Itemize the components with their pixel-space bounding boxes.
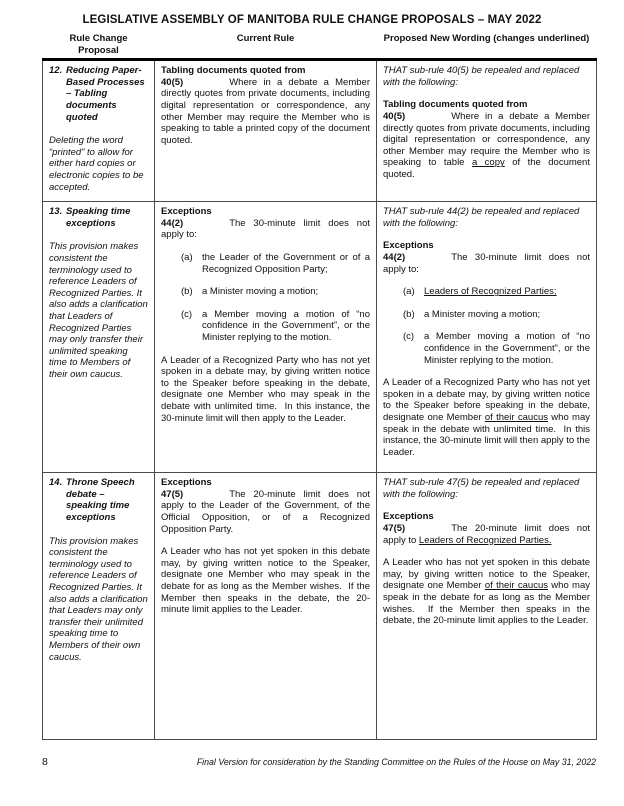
proposal-heading (49, 477, 148, 523)
proposal-cell-13 (43, 202, 155, 473)
rule-paragraph (161, 77, 370, 147)
footer-note: Final Version for consideration by the Standing Committee on the Rules of the House on May 31, 2022 (196, 757, 596, 768)
column-header-rule-change-proposal (43, 33, 155, 60)
proposal-number: 13. (49, 206, 63, 218)
current-rule-cell-13 (155, 202, 377, 473)
rule-body: A Leader who has not yet spoken in this debate may, by giving written notice to the Speaker, designate one Member (383, 557, 590, 592)
rule-paragraph (383, 377, 590, 458)
list-item-text: a Minister moving a motion; (202, 286, 319, 298)
list-item-text: a Member moving a motion of “no confidence in the Government”, or the Minister replying to the motion. (424, 331, 590, 366)
rule-paragraph (383, 557, 590, 627)
intro-text: THAT sub-rule 40(5) be repealed and replaced with the following: (383, 65, 580, 88)
list-item-text: a Minister moving a motion; (424, 308, 541, 320)
rule-body: who may speak in the debate with unlimited time. In this instance, the 30-minute limit will then apply to the Leader. (383, 411, 590, 458)
underlined-change: of their caucus (484, 411, 548, 423)
rule-number: 47(5) (161, 488, 184, 500)
rule-paragraph (383, 111, 590, 181)
list-item-text: the Leader of the Government or of a Recognized Opposition Party; (202, 251, 370, 275)
rule-heading: Exceptions (161, 477, 212, 489)
rule-number: 40(5) (383, 110, 406, 122)
header-label: Rule Change Proposal (69, 33, 128, 56)
list-item-label: (c) (403, 331, 415, 343)
underlined-change: of their caucus (484, 580, 548, 592)
header-label: Proposed New Wording (changes underlined) (383, 33, 590, 44)
list-item (403, 331, 590, 366)
rule-body: The 20-minute limit does not apply to the Leader of the Government, of the Official Opposition, or of a Recognized Opposition Party. (161, 488, 370, 535)
proposal-heading (49, 206, 148, 229)
rule-number: 40(5) (161, 76, 184, 88)
table-row-12 (43, 60, 597, 202)
underlined-change: a copy (471, 157, 505, 169)
proposal-note: This provision makes consistent the terminology used to reference Leaders of Recognized Parties. It also adds a clarification that Leaders of Recognized Parties may only transfer their unlimited speaking time to Members of their own caucus. (49, 241, 148, 380)
rule-paragraph: A Leader of a Recognized Party who has not yet spoken in a debate may, by giving written notice to the Speaker before speaking in the debate, designate one Member who may speak in the debate with unlimited time. In this instance, the 30-minute limit will then apply to the Leader. (161, 354, 370, 424)
rule-number: 44(2) (161, 217, 184, 229)
list-item (181, 309, 370, 344)
list-item-label: (b) (403, 308, 415, 320)
column-header-current-rule (155, 33, 377, 60)
list-item-label: (b) (181, 286, 193, 298)
header-label: Current Rule (236, 33, 295, 44)
list-item-label: (a) (403, 286, 415, 298)
rule-body: of the document quoted. (383, 157, 590, 180)
page-title: LEGISLATIVE ASSEMBLY OF MANITOBA RULE CHANGE PROPOSALS – MAY 2022 (82, 14, 542, 26)
page-number: 8 (42, 756, 48, 769)
list-item-label: (a) (181, 251, 193, 263)
intro-text: THAT sub-rule 47(5) be repealed and replaced with the following: (383, 477, 580, 500)
proposal-title: Reducing Paper-Based Processes – Tabling documents quoted (66, 65, 145, 123)
rule-body: The 30-minute limit does not apply to: (383, 251, 590, 275)
rule-body: Where in a debate a Member directly quotes from private documents, including digital representation or correspondence, any other Member may require the Member who is speaking to table (383, 110, 590, 169)
list-item (181, 252, 370, 275)
rule-paragraph: A Leader who has not yet spoken in this debate may, by giving written notice to the Speaker, designate one Member who may speak in the debate for as long as the Member wishes. If the Member then speaks in the debate, the 20-minute limit applies to the Leader. (161, 546, 370, 616)
column-header-proposed-new-wording (377, 33, 597, 60)
list-item-text (424, 286, 590, 298)
current-rule-cell-14 (155, 473, 377, 740)
rule-heading: Exceptions (383, 240, 434, 252)
rule-paragraph (161, 218, 370, 241)
rule-change-table (42, 33, 597, 740)
proposal-title: Throne Speech debate – speaking time exceptions (66, 477, 135, 523)
intro-text: THAT sub-rule 44(2) be repealed and replaced with the following: (383, 206, 580, 229)
header-row (43, 33, 597, 60)
rule-paragraph (161, 489, 370, 535)
exception-list (403, 286, 590, 366)
current-rule-cell-12 (155, 60, 377, 202)
rule-number: 47(5) (383, 522, 406, 534)
rule-body: Where in a debate a Member directly quotes from private documents, including digital representation or correspondence, any other Member may require the Member who is speaking to table a printed copy of the document quoted. (161, 76, 370, 146)
rule-paragraph (383, 523, 590, 546)
rule-body: A Leader of a Recognized Party who has not yet spoken in a debate may, by giving written notice to the Speaker before speaking in the debate, designate one Member (383, 377, 590, 423)
proposal-note: Deleting the word “printed” to allow for either hard copies or electronic copies to be accepted. (49, 135, 144, 193)
page-footer (42, 756, 596, 768)
rule-paragraph (383, 252, 590, 275)
rule-body: who may speak in the debate for as long as the Member wishes. If the Member then speaks in the debate, the 20-minute limit applies to the Leader. (383, 580, 590, 627)
list-item-text: a Member moving a motion of “no confidence in the Government”, or the Minister replying to the motion. (202, 308, 370, 343)
list-item (403, 309, 590, 321)
list-item (403, 286, 590, 298)
proposal-note: This provision makes consistent the terminology used to reference Leaders of Recognized Parties. It also adds a clarification that Leaders may only transfer their unlimited speaking time to Members of their own caucus. (49, 535, 148, 663)
underlined-change: Leaders of Recognized Parties. (418, 534, 552, 546)
list-item-label: (c) (181, 308, 193, 320)
rule-heading: Exceptions (161, 206, 212, 218)
rule-number: 44(2) (383, 251, 406, 263)
proposed-wording-cell-14 (377, 473, 597, 740)
proposed-wording-cell-12 (377, 60, 597, 202)
underlined-change: Leaders of Recognized Parties; (424, 286, 557, 298)
proposal-title: Speaking time exceptions (66, 206, 131, 229)
table-row-14 (43, 473, 597, 740)
exception-list (181, 252, 370, 344)
proposal-cell-14 (43, 473, 155, 740)
rule-heading: Exceptions (383, 511, 434, 523)
list-item (181, 286, 370, 298)
rule-body: The 30-minute limit does not apply to: (161, 217, 370, 241)
proposal-number: 14. (49, 477, 63, 489)
proposal-cell-12 (43, 60, 155, 202)
proposal-number: 12. (49, 65, 63, 77)
rule-body: The 20-minute limit does not apply to (383, 522, 590, 546)
rule-heading: Tabling documents quoted from (161, 65, 306, 77)
table-row-13 (43, 202, 597, 473)
proposal-heading (49, 65, 148, 123)
rule-heading: Tabling documents quoted from (383, 99, 528, 111)
proposed-wording-cell-13 (377, 202, 597, 473)
